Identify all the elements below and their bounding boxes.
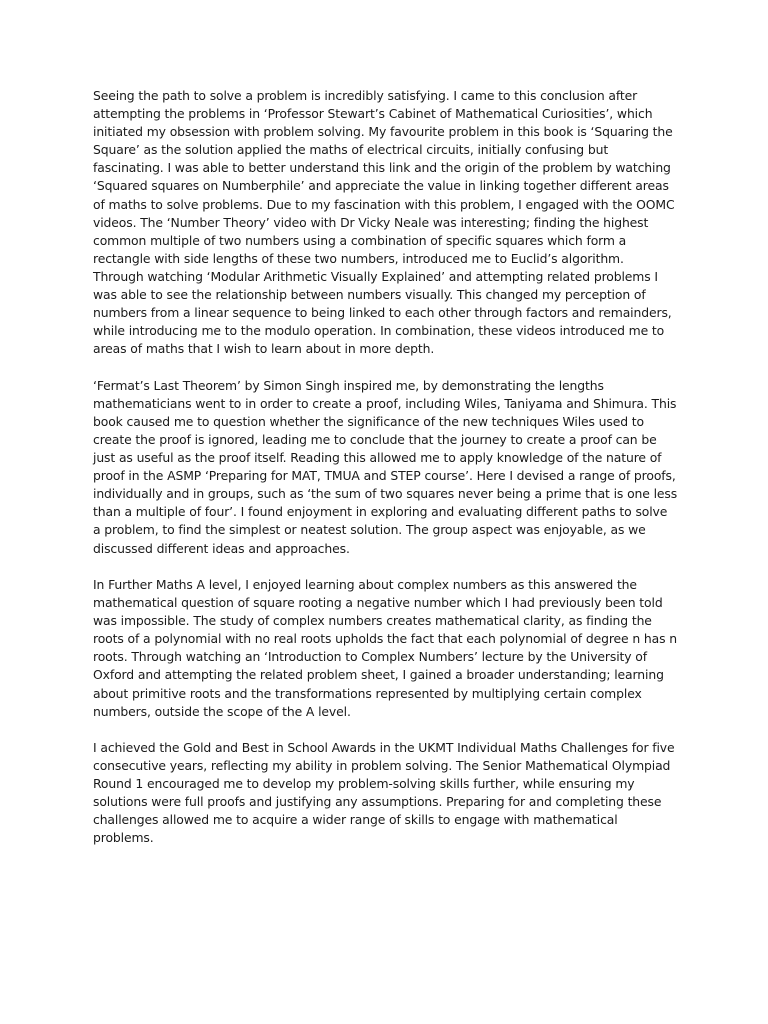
- paragraph-fermats-last-theorem: ‘Fermat’s Last Theorem’ by Simon Singh inspired me, by demonstrating the lengths mathematicians went to in order to create a proof, including Wiles, Taniyama and Shimura. This book caused me to question whether the significance of the new techniques Wiles used to create the proof is ignored, leading me to conclude that the journey to create a proof can be just as useful as the proof itself. Reading this allowed me to apply knowledge of the nature of proof in the ASMP ‘Preparing for MAT, TMUA and STEP course’. Here I devised a range of proofs, individually and in groups, such as ‘the sum of two squares never being a prime that is one less than a multiple of four’. I found enjoyment in exploring and evaluating different paths to solve a problem, to find the simplest or neatest solution. The group aspect was enjoyable, as we discussed different ideas and approaches.: [93, 377, 678, 556]
- document-body: [93, 87, 678, 866]
- paragraph-complex-numbers: In Further Maths A level, I enjoyed learning about complex numbers as this answered the mathematical question of square rooting a negative number which I had previously been told was impossible. The study of complex numbers creates mathematical clarity, as finding the roots of a polynomial with no real roots upholds the fact that each polynomial of degree n has n roots. Through watching an ‘Introduction to Complex Numbers’ lecture by the University of Oxford and attempting the related problem sheet, I gained a broader understanding; learning about primitive roots and the transformations represented by multiplying certain complex numbers, outside the scope of the A level.: [93, 576, 678, 719]
- paragraph-problem-solving: Seeing the path to solve a problem is incredibly satisfying. I came to this conclusion after attempting the problems in ‘Professor Stewart’s Cabinet of Mathematical Curiosities’, which initiated my obsession with problem solving. My favourite problem in this book is ‘Squaring the Square’ as the solution applied the maths of electrical circuits, initially confusing but fascinating. I was able to better understand this link and the origin of the problem by watching ‘Squared squares on Numberphile’ and appreciate the value in linking together different areas of maths to solve problems. Due to my fascination with this problem, I engaged with the OOMC videos. The ‘Number Theory’ video with Dr Vicky Neale was interesting; finding the highest common multiple of two numbers using a combination of specific squares which form a rectangle with side lengths of these two numbers, introduced me to Euclid’s algorithm. Through watching ‘Modular Arithmetic Visually Explained’ and attempting related problems I was able to see the relationship between numbers visually. This changed my perception of numbers from a linear sequence to being linked to each other through factors and remainders, while introducing me to the modulo operation. In combination, these videos introduced me to areas of maths that I wish to learn about in more depth.: [93, 88, 675, 357]
- paragraph-ukmt-challenges: I achieved the Gold and Best in School Awards in the UKMT Individual Maths Challenges for five consecutive years, reflecting my ability in problem solving. The Senior Mathematical Olympiad Round 1 encouraged me to develop my problem-solving skills further, while ensuring my solutions were full proofs and justifying any assumptions. Preparing for and completing these challenges allowed me to acquire a wider range of skills to engage with mathematical problems.: [93, 739, 675, 846]
